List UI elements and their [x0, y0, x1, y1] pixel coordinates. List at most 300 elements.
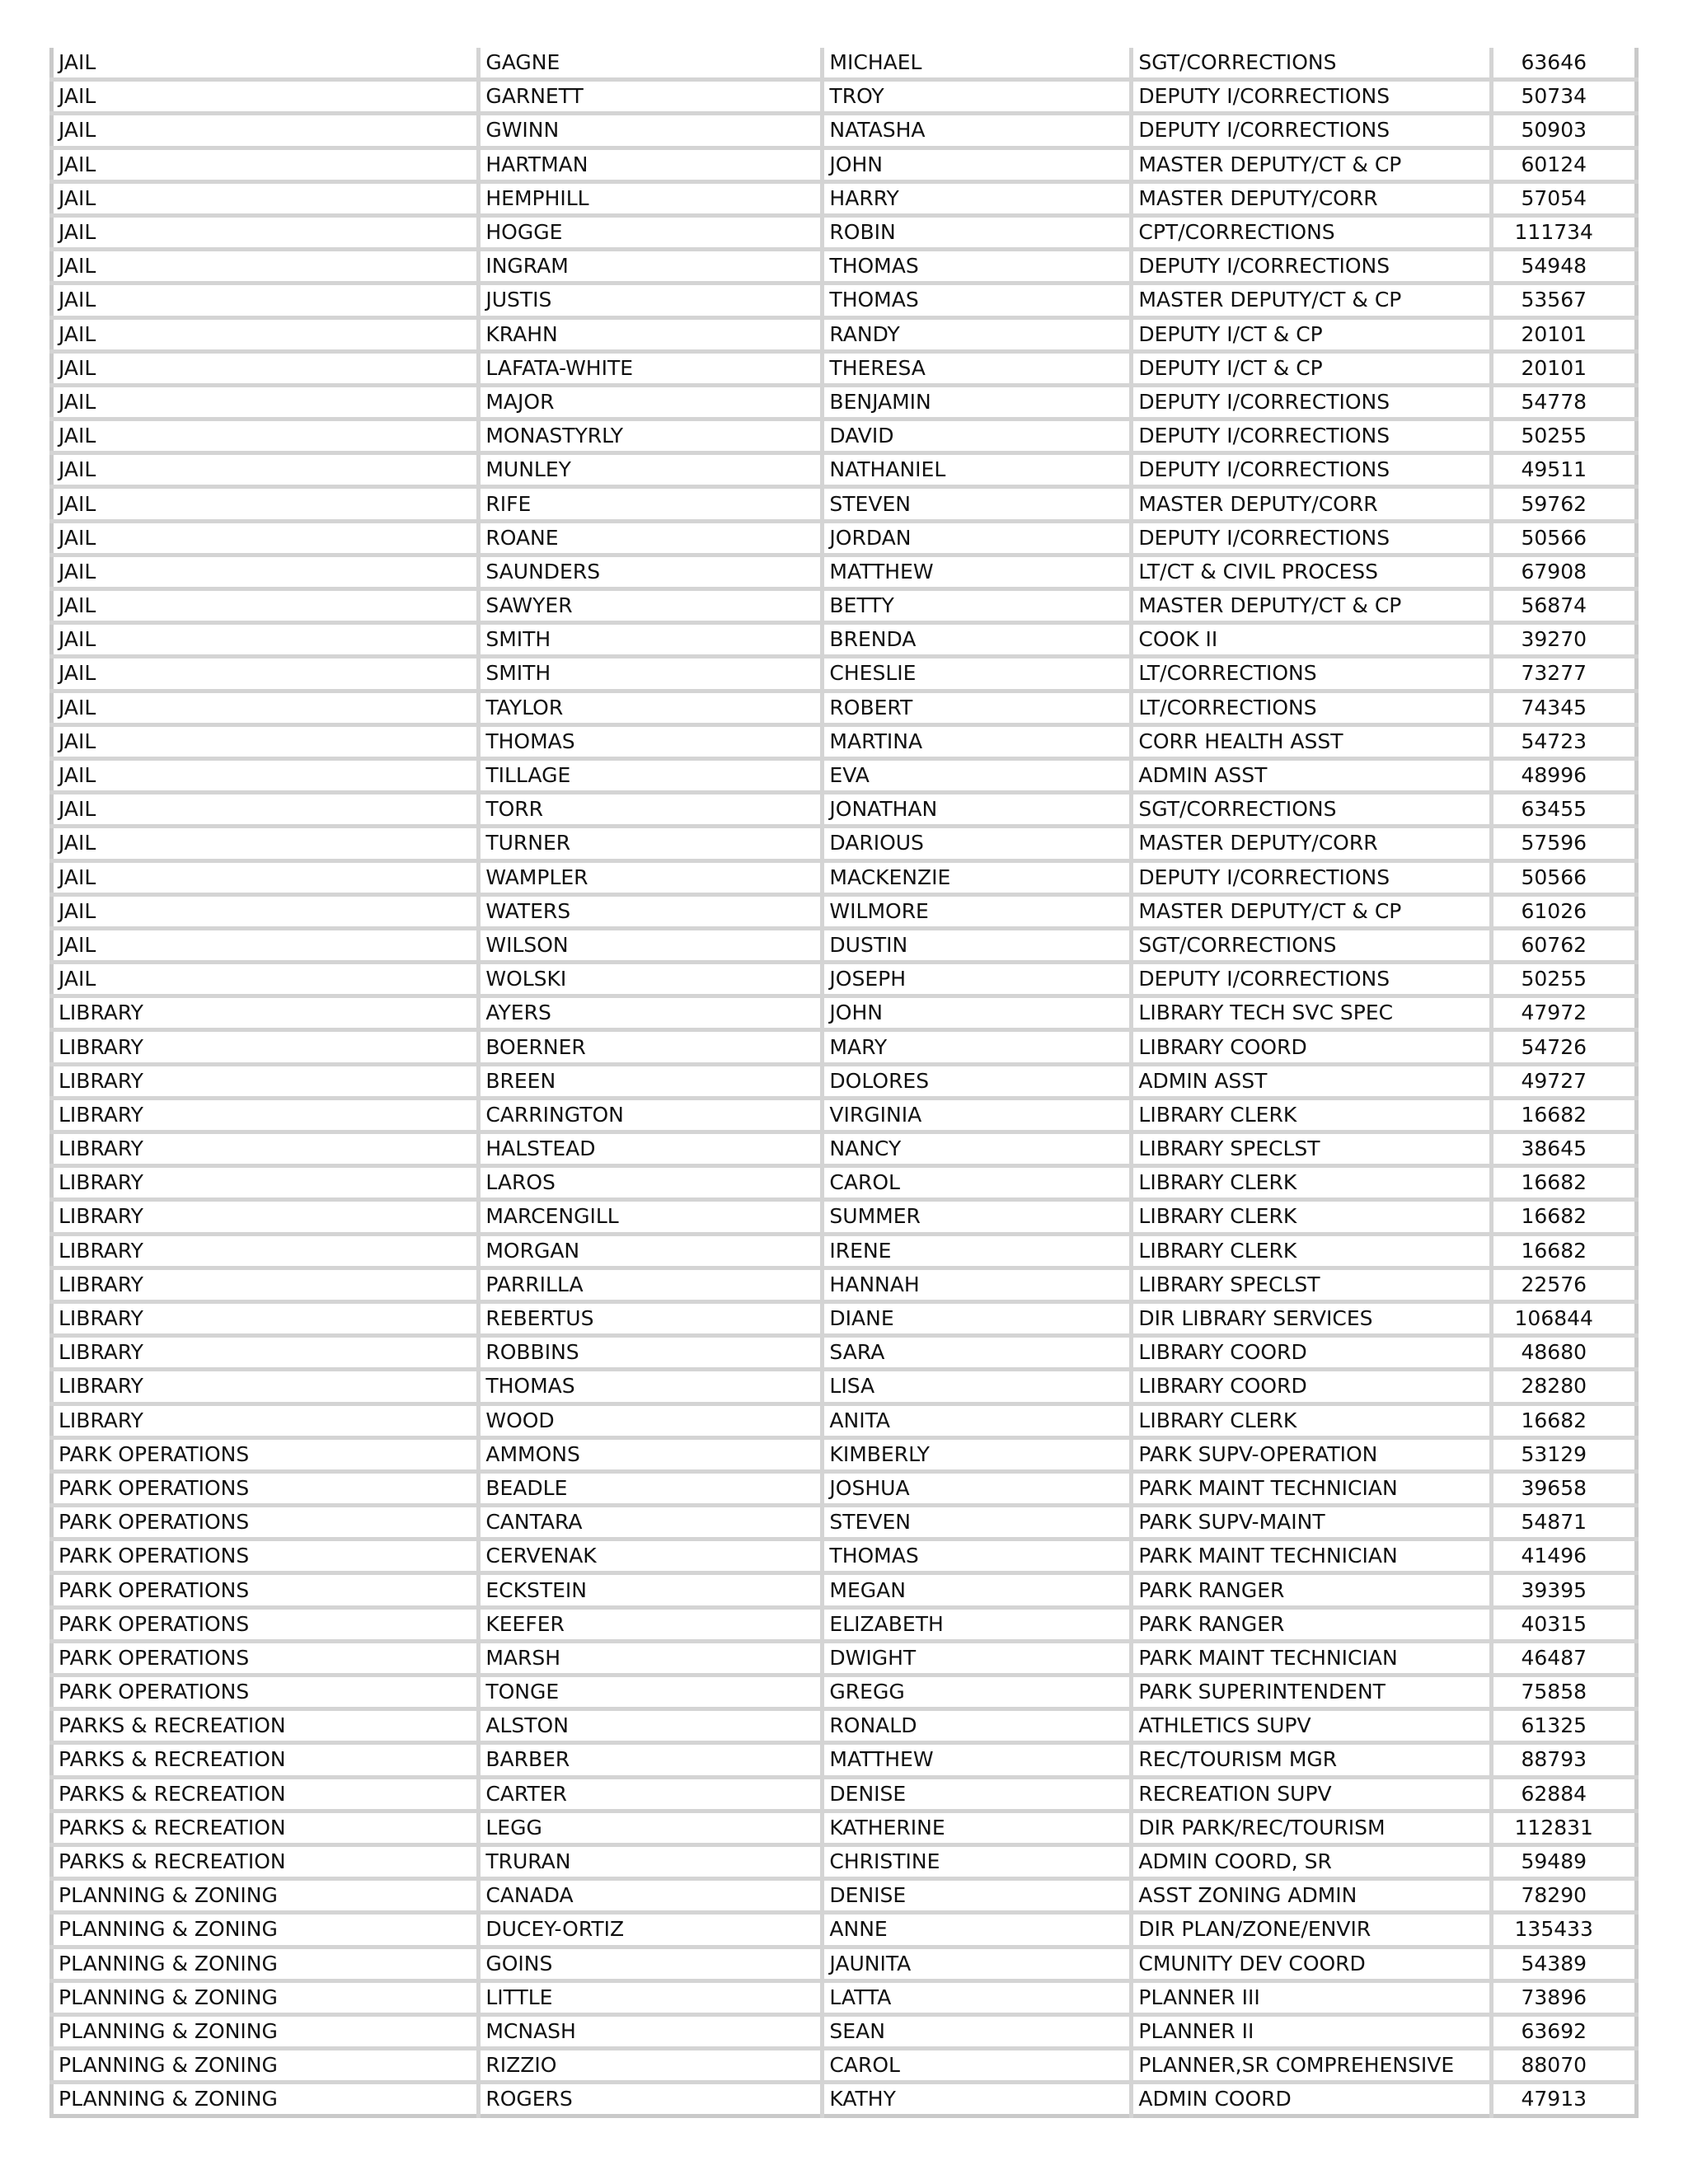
last-name-cell: AMMONS: [479, 1437, 823, 1471]
salary-cell: 38645: [1491, 1132, 1636, 1166]
table-row: [52, 148, 1637, 181]
job-title-cell: DEPUTY I/CORRECTIONS: [1132, 114, 1491, 148]
last-name-cell: KRAHN: [479, 317, 823, 351]
salary-cell: 54778: [1491, 385, 1636, 419]
salary-cell: 54726: [1491, 1030, 1636, 1064]
last-name-cell: ECKSTEIN: [479, 1573, 823, 1607]
table-row: [52, 589, 1637, 623]
department-cell: LIBRARY: [52, 1404, 479, 1437]
department-cell: PARK OPERATIONS: [52, 1506, 479, 1540]
job-title-cell: LIBRARY TECH SVC SPEC: [1132, 996, 1491, 1030]
first-name-cell: CHESLIE: [823, 657, 1132, 691]
department-cell: LIBRARY: [52, 1268, 479, 1301]
department-cell: JAIL: [52, 758, 479, 792]
department-cell: LIBRARY: [52, 1234, 479, 1268]
last-name-cell: HALSTEAD: [479, 1132, 823, 1166]
first-name-cell: ANNE: [823, 1913, 1132, 1947]
first-name-cell: STEVEN: [823, 487, 1132, 521]
last-name-cell: WOLSKI: [479, 963, 823, 996]
first-name-cell: JONATHAN: [823, 793, 1132, 827]
first-name-cell: LATTA: [823, 1980, 1132, 2014]
last-name-cell: TORR: [479, 793, 823, 827]
last-name-cell: LAFATA-WHITE: [479, 351, 823, 385]
first-name-cell: DARIOUS: [823, 827, 1132, 860]
salary-cell: 20101: [1491, 317, 1636, 351]
salary-cell: 39658: [1491, 1471, 1636, 1505]
salary-cell: 88793: [1491, 1743, 1636, 1777]
salary-cell: 16682: [1491, 1098, 1636, 1132]
table-row: [52, 48, 1637, 80]
department-cell: JAIL: [52, 521, 479, 555]
table-row: [52, 1675, 1637, 1709]
table-row: [52, 2049, 1637, 2083]
salary-cell: 112831: [1491, 1811, 1636, 1844]
table-row: [52, 1913, 1637, 1947]
last-name-cell: SMITH: [479, 623, 823, 657]
job-title-cell: PARK RANGER: [1132, 1607, 1491, 1641]
table-row: [52, 657, 1637, 691]
job-title-cell: LIBRARY CLERK: [1132, 1166, 1491, 1200]
job-title-cell: MASTER DEPUTY/CORR: [1132, 827, 1491, 860]
last-name-cell: MARCENGILL: [479, 1200, 823, 1234]
department-cell: PARKS & RECREATION: [52, 1844, 479, 1878]
job-title-cell: ADMIN COORD, SR: [1132, 1844, 1491, 1878]
first-name-cell: JORDAN: [823, 521, 1132, 555]
table-row: [52, 928, 1637, 962]
last-name-cell: WILSON: [479, 928, 823, 962]
salary-cell: 22576: [1491, 1268, 1636, 1301]
job-title-cell: PARK SUPV-MAINT: [1132, 1506, 1491, 1540]
department-cell: LIBRARY: [52, 1098, 479, 1132]
department-cell: LIBRARY: [52, 1301, 479, 1335]
salary-cell: 54389: [1491, 1947, 1636, 1980]
job-title-cell: PARK SUPV-OPERATION: [1132, 1437, 1491, 1471]
job-title-cell: PARK RANGER: [1132, 1573, 1491, 1607]
first-name-cell: DUSTIN: [823, 928, 1132, 962]
employee-salary-table: [49, 48, 1639, 2118]
department-cell: JAIL: [52, 894, 479, 928]
department-cell: JAIL: [52, 724, 479, 758]
table-row: [52, 351, 1637, 385]
salary-cell: 74345: [1491, 691, 1636, 724]
last-name-cell: INGRAM: [479, 250, 823, 284]
department-cell: LIBRARY: [52, 996, 479, 1030]
job-title-cell: LT/CORRECTIONS: [1132, 691, 1491, 724]
first-name-cell: DWIGHT: [823, 1641, 1132, 1675]
last-name-cell: ROANE: [479, 521, 823, 555]
table-row: [52, 1098, 1637, 1132]
table-row: [52, 2083, 1637, 2116]
table-row: [52, 1268, 1637, 1301]
first-name-cell: VIRGINIA: [823, 1098, 1132, 1132]
last-name-cell: BREEN: [479, 1064, 823, 1098]
last-name-cell: GOINS: [479, 1947, 823, 1980]
last-name-cell: WOOD: [479, 1404, 823, 1437]
table-row: [52, 1743, 1637, 1777]
job-title-cell: COOK II: [1132, 623, 1491, 657]
department-cell: JAIL: [52, 351, 479, 385]
job-title-cell: PARK SUPERINTENDENT: [1132, 1675, 1491, 1709]
department-cell: JAIL: [52, 284, 479, 317]
first-name-cell: THOMAS: [823, 284, 1132, 317]
department-cell: PARK OPERATIONS: [52, 1437, 479, 1471]
department-cell: PARK OPERATIONS: [52, 1675, 479, 1709]
department-cell: JAIL: [52, 317, 479, 351]
first-name-cell: KATHERINE: [823, 1811, 1132, 1844]
last-name-cell: TONGE: [479, 1675, 823, 1709]
department-cell: LIBRARY: [52, 1132, 479, 1166]
table-row: [52, 487, 1637, 521]
table-row: [52, 453, 1637, 487]
last-name-cell: CARTER: [479, 1777, 823, 1811]
department-cell: JAIL: [52, 623, 479, 657]
table-row: [52, 1301, 1637, 1335]
last-name-cell: REBERTUS: [479, 1301, 823, 1335]
department-cell: LIBRARY: [52, 1200, 479, 1234]
job-title-cell: LT/CORRECTIONS: [1132, 657, 1491, 691]
first-name-cell: THERESA: [823, 351, 1132, 385]
table-row: [52, 724, 1637, 758]
table-row: [52, 1947, 1637, 1980]
first-name-cell: JOHN: [823, 148, 1132, 181]
salary-cell: 106844: [1491, 1301, 1636, 1335]
job-title-cell: MASTER DEPUTY/CT & CP: [1132, 589, 1491, 623]
first-name-cell: DIANE: [823, 1301, 1132, 1335]
job-title-cell: MASTER DEPUTY/CORR: [1132, 181, 1491, 215]
salary-cell: 60124: [1491, 148, 1636, 181]
salary-cell: 16682: [1491, 1166, 1636, 1200]
first-name-cell: MICHAEL: [823, 48, 1132, 80]
last-name-cell: MONASTYRLY: [479, 419, 823, 453]
job-title-cell: ATHLETICS SUPV: [1132, 1709, 1491, 1743]
job-title-cell: DEPUTY I/CORRECTIONS: [1132, 250, 1491, 284]
department-cell: JAIL: [52, 657, 479, 691]
first-name-cell: GREGG: [823, 1675, 1132, 1709]
department-cell: JAIL: [52, 250, 479, 284]
department-cell: PARK OPERATIONS: [52, 1471, 479, 1505]
first-name-cell: SARA: [823, 1336, 1132, 1370]
job-title-cell: LIBRARY CLERK: [1132, 1404, 1491, 1437]
first-name-cell: HANNAH: [823, 1268, 1132, 1301]
job-title-cell: LIBRARY CLERK: [1132, 1098, 1491, 1132]
salary-cell: 47913: [1521, 2087, 1587, 2111]
salary-cell: 61026: [1491, 894, 1636, 928]
job-title-cell: PLANNER,SR COMPREHENSIVE: [1132, 2049, 1491, 2083]
department-cell: PLANNING & ZONING: [52, 2083, 479, 2116]
first-name-cell: CHRISTINE: [823, 1844, 1132, 1878]
job-title-cell: SGT/CORRECTIONS: [1132, 793, 1491, 827]
first-name-cell: CAROL: [823, 2049, 1132, 2083]
salary-cell: 57054: [1491, 181, 1636, 215]
table-row: [52, 691, 1637, 724]
last-name-cell: GARNETT: [479, 80, 823, 114]
department-cell: JAIL: [52, 589, 479, 623]
job-title-cell: DIR PLAN/ZONE/ENVIR: [1132, 1913, 1491, 1947]
last-name-cell: ALSTON: [479, 1709, 823, 1743]
job-title-cell: LIBRARY SPECLST: [1132, 1268, 1491, 1301]
table-row: [52, 215, 1637, 249]
salary-cell: 78290: [1491, 1879, 1636, 1913]
table-row: [52, 1200, 1637, 1234]
department-cell: LIBRARY: [52, 1166, 479, 1200]
salary-cell: 48996: [1491, 758, 1636, 792]
first-name-cell: JOSEPH: [823, 963, 1132, 996]
salary-cell: 50734: [1491, 80, 1636, 114]
job-title-cell: PLANNER II: [1132, 2014, 1491, 2048]
last-name-cell: KEEFER: [479, 1607, 823, 1641]
department-cell: PARK OPERATIONS: [52, 1607, 479, 1641]
department-cell: JAIL: [52, 453, 479, 487]
table-body: [52, 48, 1637, 2116]
last-name-cell: MCNASH: [479, 2014, 823, 2048]
salary-cell: 63646: [1491, 48, 1636, 80]
table-row: [52, 963, 1637, 996]
table-row: [52, 80, 1637, 114]
salary-cell: 46487: [1491, 1641, 1636, 1675]
salary-cell: 63455: [1491, 793, 1636, 827]
department-cell: LIBRARY: [52, 1030, 479, 1064]
department-cell: PLANNING & ZONING: [52, 2014, 479, 2048]
salary-cell: 16682: [1491, 1234, 1636, 1268]
last-name-cell: MARSH: [479, 1641, 823, 1675]
first-name-cell: SEAN: [823, 2014, 1132, 2048]
last-name-cell: WAMPLER: [479, 860, 823, 894]
department-cell: PARKS & RECREATION: [52, 1743, 479, 1777]
salary-cell: 16682: [1491, 1404, 1636, 1437]
job-title-cell: SGT/CORRECTIONS: [1132, 928, 1491, 962]
table-row: [52, 317, 1637, 351]
salary-cell: 62884: [1491, 1777, 1636, 1811]
last-name-cell: LAROS: [479, 1166, 823, 1200]
job-title-cell: LIBRARY COORD: [1132, 1336, 1491, 1370]
last-name-cell: CARRINGTON: [479, 1098, 823, 1132]
department-cell: PARKS & RECREATION: [52, 1709, 479, 1743]
salary-cell: 60762: [1491, 928, 1636, 962]
first-name-cell: JOSHUA: [823, 1471, 1132, 1505]
salary-cell: 28280: [1491, 1370, 1636, 1404]
first-name-cell: MARTINA: [823, 724, 1132, 758]
first-name-cell: NATHANIEL: [823, 453, 1132, 487]
last-name-cell: SAWYER: [479, 589, 823, 623]
salary-cell: 41496: [1491, 1540, 1636, 1573]
department-cell: LIBRARY: [52, 1370, 479, 1404]
first-name-cell: RANDY: [823, 317, 1132, 351]
department-cell: JAIL: [52, 48, 479, 80]
first-name-cell: WILMORE: [823, 894, 1132, 928]
table-row: [52, 114, 1637, 148]
last-name-cell: HOGGE: [479, 215, 823, 249]
salary-cell: 49511: [1491, 453, 1636, 487]
last-name-cell: MORGAN: [479, 1234, 823, 1268]
job-title-cell: DEPUTY I/CORRECTIONS: [1132, 385, 1491, 419]
first-name-cell: DOLORES: [823, 1064, 1132, 1098]
table-row: [52, 1336, 1637, 1370]
first-name-cell: EVA: [823, 758, 1132, 792]
first-name-cell: BENJAMIN: [823, 385, 1132, 419]
last-name-cell: JUSTIS: [479, 284, 823, 317]
department-cell: PLANNING & ZONING: [52, 1913, 479, 1947]
salary-cell: 54948: [1491, 250, 1636, 284]
table-row: [52, 1370, 1637, 1404]
job-title-cell: PARK MAINT TECHNICIAN: [1132, 1641, 1491, 1675]
table-row: [52, 1980, 1637, 2014]
table-row: [52, 1607, 1637, 1641]
job-title-cell: LT/CT & CIVIL PROCESS: [1132, 555, 1491, 588]
table-row: [52, 419, 1637, 453]
department-cell: PARK OPERATIONS: [52, 1540, 479, 1573]
first-name-cell: ANITA: [823, 1404, 1132, 1437]
job-title-cell: REC/TOURISM MGR: [1132, 1743, 1491, 1777]
job-title-cell: DEPUTY I/CORRECTIONS: [1132, 453, 1491, 487]
table-row: [52, 1641, 1637, 1675]
table-row: [52, 1166, 1637, 1200]
last-name-cell: HARTMAN: [479, 148, 823, 181]
table-row: [52, 1030, 1637, 1064]
salary-cell: 50566: [1491, 860, 1636, 894]
last-name-cell: GWINN: [479, 114, 823, 148]
department-cell: LIBRARY: [52, 1064, 479, 1098]
table-row: [52, 1540, 1637, 1573]
department-cell: JAIL: [52, 691, 479, 724]
table-row: [52, 827, 1637, 860]
last-name-cell: RIZZIO: [479, 2049, 823, 2083]
job-title-cell: ASST ZONING ADMIN: [1132, 1879, 1491, 1913]
job-title-cell: LIBRARY CLERK: [1132, 1234, 1491, 1268]
job-title-cell: ADMIN ASST: [1132, 758, 1491, 792]
department-cell: PARKS & RECREATION: [52, 1811, 479, 1844]
job-title-cell: PARK MAINT TECHNICIAN: [1132, 1540, 1491, 1573]
table-row: [52, 385, 1637, 419]
job-title-cell: CPT/CORRECTIONS: [1132, 215, 1491, 249]
salary-cell: 75858: [1491, 1675, 1636, 1709]
last-name-cell: TAYLOR: [479, 691, 823, 724]
salary-cell: 53129: [1491, 1437, 1636, 1471]
first-name-cell: KIMBERLY: [823, 1437, 1132, 1471]
department-cell: JAIL: [52, 114, 479, 148]
first-name-cell: JOHN: [823, 996, 1132, 1030]
first-name-cell: MACKENZIE: [823, 860, 1132, 894]
department-cell: JAIL: [52, 827, 479, 860]
table-row: [52, 1506, 1637, 1540]
last-name-cell: CANADA: [479, 1879, 823, 1913]
last-name-cell: BOERNER: [479, 1030, 823, 1064]
table-row: [52, 793, 1637, 827]
salary-cell: 16682: [1491, 1200, 1636, 1234]
last-name-cell: BARBER: [479, 1743, 823, 1777]
department-cell: JAIL: [52, 487, 479, 521]
department-cell: LIBRARY: [52, 1336, 479, 1370]
job-title-cell: DEPUTY I/CORRECTIONS: [1132, 80, 1491, 114]
department-cell: JAIL: [52, 80, 479, 114]
last-name-cell: HEMPHILL: [479, 181, 823, 215]
salary-cell: 73896: [1491, 1980, 1636, 2014]
department-cell: PARK OPERATIONS: [52, 1641, 479, 1675]
table-row: [52, 758, 1637, 792]
table-row: [52, 250, 1637, 284]
last-name-cell: TRURAN: [479, 1844, 823, 1878]
first-name-cell: NATASHA: [823, 114, 1132, 148]
last-name-cell: RIFE: [479, 487, 823, 521]
first-name-cell: THOMAS: [823, 1540, 1132, 1573]
salary-cell: 50566: [1491, 521, 1636, 555]
last-name-cell: GAGNE: [479, 48, 823, 80]
table-row: [52, 555, 1637, 588]
table-row: [52, 1437, 1637, 1471]
last-name-cell: CERVENAK: [479, 1540, 823, 1573]
first-name-cell: RONALD: [823, 1709, 1132, 1743]
job-title-cell: CMUNITY DEV COORD: [1132, 1947, 1491, 1980]
department-cell: JAIL: [52, 860, 479, 894]
last-name-cell: THOMAS: [479, 724, 823, 758]
salary-cell: 49727: [1491, 1064, 1636, 1098]
job-title-cell: LIBRARY CLERK: [1132, 1200, 1491, 1234]
first-name-cell: BRENDA: [823, 623, 1132, 657]
last-name-cell: PARRILLA: [479, 1268, 823, 1301]
first-name-cell: HARRY: [823, 181, 1132, 215]
salary-cell: 54871: [1491, 1506, 1636, 1540]
first-name-cell: MATTHEW: [823, 555, 1132, 588]
first-name-cell: KATHY: [823, 2083, 1132, 2116]
table-row: [52, 1064, 1637, 1098]
department-cell: JAIL: [52, 419, 479, 453]
job-title-cell: ADMIN ASST: [1132, 1064, 1491, 1098]
table-row: [52, 1471, 1637, 1505]
table-row: [52, 1573, 1637, 1607]
table-row: [52, 996, 1637, 1030]
first-name-cell: DAVID: [823, 419, 1132, 453]
salary-cell: 57596: [1491, 827, 1636, 860]
job-title-cell: MASTER DEPUTY/CT & CP: [1132, 148, 1491, 181]
department-cell: PLANNING & ZONING: [52, 1879, 479, 1913]
last-name-cell: TURNER: [479, 827, 823, 860]
job-title-cell: LIBRARY COORD: [1132, 1030, 1491, 1064]
first-name-cell: CAROL: [823, 1166, 1132, 1200]
salary-cell: 111734: [1491, 215, 1636, 249]
last-name-cell: MAJOR: [479, 385, 823, 419]
department-cell: JAIL: [52, 963, 479, 996]
department-cell: PARK OPERATIONS: [52, 1573, 479, 1607]
table-row: [52, 1709, 1637, 1743]
job-title-cell: DEPUTY I/CT & CP: [1132, 317, 1491, 351]
job-title-cell: DIR LIBRARY SERVICES: [1132, 1301, 1491, 1335]
department-cell: PLANNING & ZONING: [52, 2049, 479, 2083]
first-name-cell: ROBERT: [823, 691, 1132, 724]
salary-cell: 73277: [1491, 657, 1636, 691]
first-name-cell: LISA: [823, 1370, 1132, 1404]
last-name-cell: BEADLE: [479, 1471, 823, 1505]
last-name-cell: THOMAS: [479, 1370, 823, 1404]
salary-cell: 88070: [1491, 2049, 1636, 2083]
table-row: [52, 1811, 1637, 1844]
department-cell: JAIL: [52, 555, 479, 588]
department-cell: PARKS & RECREATION: [52, 1777, 479, 1811]
last-name-cell: WATERS: [479, 894, 823, 928]
first-name-cell: MARY: [823, 1030, 1132, 1064]
last-name-cell: MUNLEY: [479, 453, 823, 487]
salary-cell: 135433: [1491, 1913, 1636, 1947]
salary-cell: 50255: [1491, 963, 1636, 996]
salary-cell: 48680: [1491, 1336, 1636, 1370]
salary-cell: 54723: [1491, 724, 1636, 758]
table-row: [52, 181, 1637, 215]
last-name-cell: ROGERS: [479, 2083, 823, 2116]
last-name-cell: LITTLE: [479, 1980, 823, 2014]
job-title-cell: DIR PARK/REC/TOURISM: [1132, 1811, 1491, 1844]
first-name-cell: IRENE: [823, 1234, 1132, 1268]
salary-cell: 40315: [1491, 1607, 1636, 1641]
salary-cell: 20101: [1491, 351, 1636, 385]
department-cell: JAIL: [52, 928, 479, 962]
